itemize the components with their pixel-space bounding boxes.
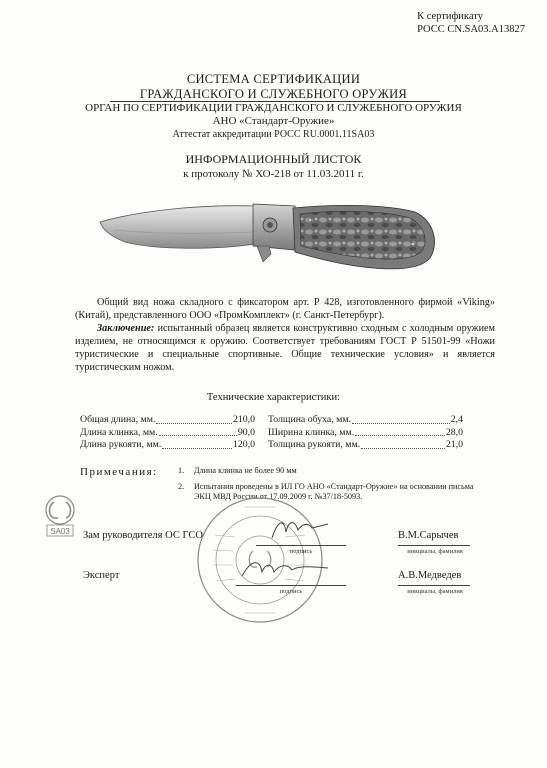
spec-value: 120,0 — [232, 439, 255, 450]
system-heading — [0, 72, 547, 102]
spec-value: 90,0 — [237, 426, 255, 438]
spec-row — [80, 439, 255, 452]
spec-value: 28,0 — [445, 426, 463, 438]
spec-row — [268, 414, 463, 427]
organ-heading — [0, 102, 547, 141]
specs-left — [80, 414, 255, 452]
expert-signature-line — [236, 585, 346, 586]
spec-label: Ширина клинка, мм. — [268, 426, 355, 438]
expert-label: Эксперт — [83, 570, 120, 581]
deputy-signature-line — [256, 545, 346, 546]
expert-name-caption: инициалы, фамилия — [407, 588, 463, 595]
note-number: 1. — [178, 466, 185, 475]
conclusion-label: Заключение: — [97, 323, 155, 334]
expert-name: А.В.Медведев — [398, 570, 462, 581]
expert-name-line — [398, 585, 470, 586]
cert-ref-line1: К сертификату — [417, 11, 483, 22]
cert-mark-code: SA03 — [50, 527, 70, 536]
organ-line1: ОРГАН ПО СЕРТИФИКАЦИИ ГРАЖДАНСКОГО И СЛУЖЕБНОГО ОРУЖИЯ — [85, 102, 462, 114]
spec-label: Толщина рукояти, мм. — [268, 439, 361, 450]
spec-label: Длина клинка, мм. — [80, 426, 158, 438]
spec-row — [80, 427, 255, 440]
system-line2: ГРАЖДАНСКОГО И СЛУЖЕБНОГО ОРУЖИЯ — [139, 87, 408, 101]
certificate-reference — [417, 10, 525, 36]
doc-title: ИНФОРМАЦИОННЫЙ ЛИСТОК — [185, 152, 362, 166]
note-text: Длина клинка не более 90 мм — [194, 466, 297, 475]
cert-ref-line2: РОСС CN.SA03.A13827 — [417, 24, 525, 35]
certification-mark-icon — [34, 488, 86, 540]
description-block — [75, 296, 495, 374]
conclusion-text: испытанный образец является конструктивно сходным с холодным оружием изделием, не относящимся к оружию. Соответствует требованиям ГОСТ Р 51501-99 «Ножи туристические и специальные спортивные. Общие технические условия» и является туристическим ножом. — [75, 323, 495, 373]
spec-row — [80, 414, 255, 427]
expert-signature-caption: подпись — [279, 588, 303, 595]
knife-photo — [95, 192, 445, 287]
spec-value: 210,0 — [232, 414, 255, 425]
organ-line2: АНО «Стандарт-Оружие» — [212, 115, 335, 127]
spec-row — [268, 439, 463, 452]
general-view-text: Общий вид ножа складного с фиксатором арт. Р 428, изготовленного фирмой «Viking» (Китай), представленного ООО «ПромКомплект» (г. Санкт-Петербург). — [75, 297, 495, 321]
system-line1: СИСТЕМА СЕРТИФИКАЦИИ — [186, 72, 361, 86]
note-item — [178, 466, 478, 477]
accreditation: Аттестат аккредитации РОСС RU.0001.11SA03 — [172, 129, 375, 140]
note-text: Испытания проведены в ИЛ ГО АНО «Стандарт-Оружие» на основании письма ЭКЦ МВД России от 17.09.2009 г. №37/18-5093. — [194, 481, 474, 501]
spec-label: Общая длина, мм. — [80, 414, 156, 425]
spec-value: 2,4 — [450, 414, 463, 425]
deputy-label: Зам руководителя ОС ГСО — [83, 530, 203, 541]
deputy-name: В.М.Сарычев — [398, 530, 459, 541]
expert-signature-icon — [238, 554, 333, 584]
specs-right — [268, 414, 463, 452]
document-heading — [0, 152, 547, 182]
spec-value: 21,0 — [445, 439, 463, 450]
deputy-signature-icon — [268, 514, 338, 544]
spec-label: Длина рукояти, мм. — [80, 439, 162, 450]
protocol-line: к протоколу № ХО-218 от 11.03.2011 г. — [183, 168, 364, 180]
specs-title: Технические характеристики: — [206, 392, 341, 403]
spec-row — [268, 427, 463, 440]
deputy-name-caption: инициалы, фамилия — [407, 548, 463, 555]
conclusion-paragraph — [75, 322, 495, 374]
deputy-signature-caption: подпись — [289, 548, 313, 555]
notes-label: Примечания: — [80, 466, 158, 478]
deputy-name-line — [398, 545, 470, 546]
note-number: 2. — [178, 481, 185, 491]
spec-label: Толщина обуха, мм. — [268, 414, 352, 425]
